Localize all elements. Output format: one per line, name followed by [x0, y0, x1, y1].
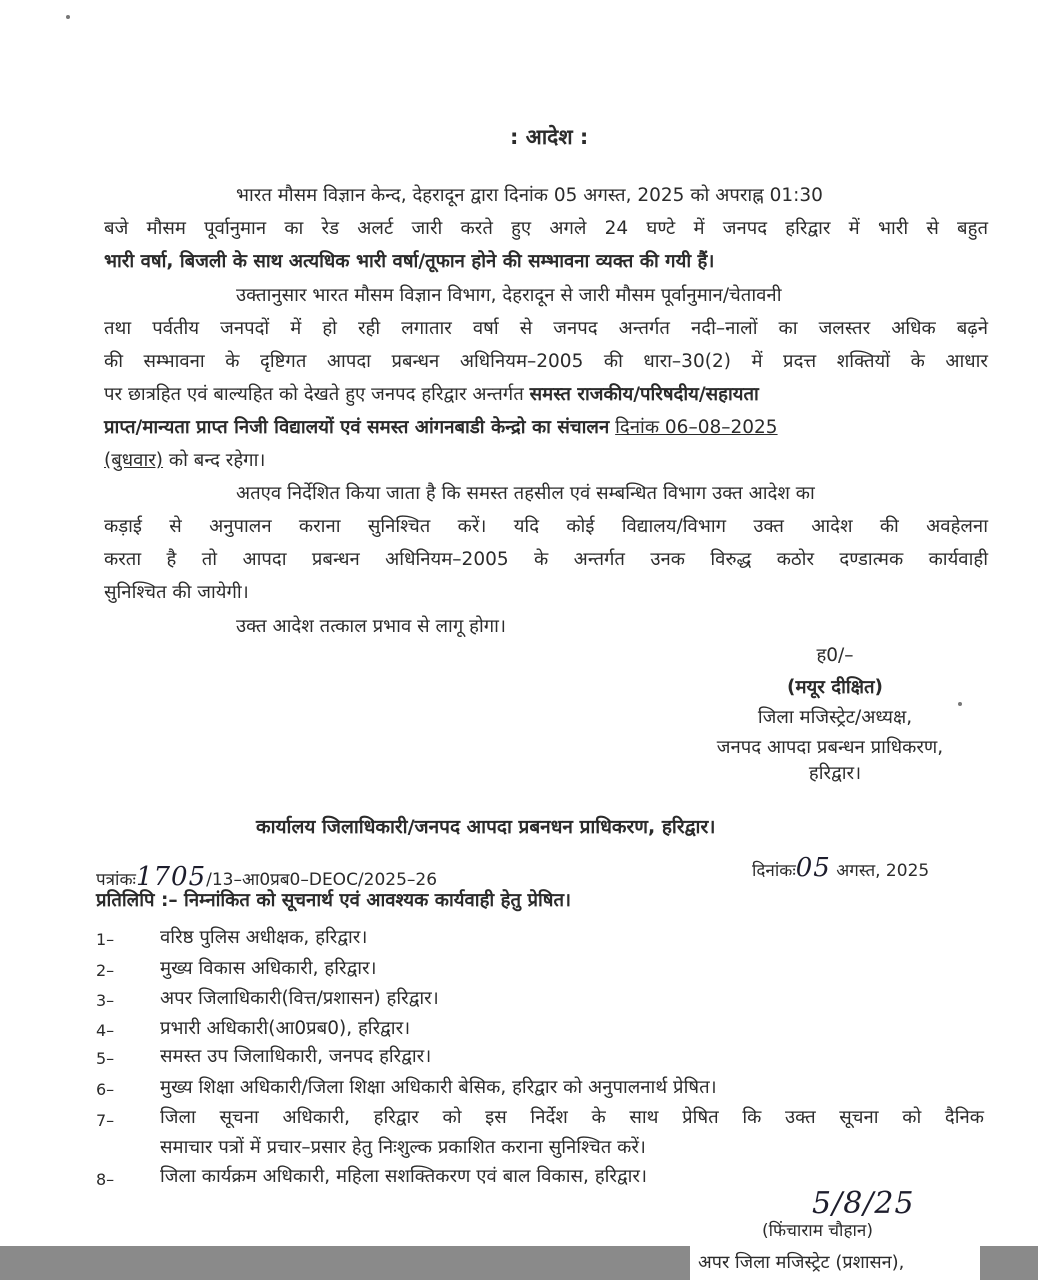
recipient-text: समस्त उप जिलाधिकारी, जनपद हरिद्वार। — [160, 1046, 432, 1067]
recipient-text: मुख्य विकास अधिकारी, हरिद्वार। — [160, 958, 377, 979]
para2-line1: उक्तानुसार भारत मौसम विज्ञान विभाग, देहरादून से जारी मौसम पूर्वानुमान/चेतावनी — [236, 285, 782, 306]
signatory-designation-2: जनपद आपदा प्रबन्धन प्राधिकरण, — [716, 737, 944, 758]
recipient-text: प्रभारी अधिकारी(आ0प्रब0), हरिद्वार। — [160, 1018, 411, 1039]
recipient-number: 1– — [96, 930, 115, 949]
para2-line6-rest: को बन्द रहेगा। — [163, 450, 266, 471]
para2-line2: तथा पर्वतीय जनपदों में हो रही लगातार वर्षा से जनपद अन्तर्गत नदी–नालों का जलस्तर अधिक बढ़ने — [104, 318, 988, 339]
para2-line5 — [104, 413, 778, 443]
para3-line1: अतएव निर्देशित किया जाता है कि समस्त तहसील एवं सम्बन्धित विभाग उक्त आदेश का — [236, 483, 815, 504]
signed-mark: ह0/– — [816, 645, 854, 666]
para2-line6 — [104, 446, 265, 476]
para4: उक्त आदेश तत्काल प्रभाव से लागू होगा। — [236, 616, 506, 637]
para2-line4 — [104, 380, 759, 410]
letter-number-handwritten: 1705 — [135, 862, 207, 892]
signatory-designation-1: जिला मजिस्ट्रेट/अध्यक्ष, — [757, 707, 913, 728]
order-heading: : आदेश : — [510, 125, 589, 149]
para2-line4-normal: पर छात्रहित एवं बाल्यहित को देखते हुए जनपद हरिद्वार अन्तर्गत — [104, 384, 524, 405]
letter-date — [752, 853, 929, 883]
second-signatory-name: (फिंचाराम चौहान) — [762, 1221, 873, 1241]
recipient-text: जिला सूचना अधिकारी, हरिद्वार को इस निर्देश के साथ प्रेषित कि उक्त सूचना को दैनिक — [160, 1107, 984, 1128]
handwritten-signature: 5/8/25 — [812, 1186, 915, 1221]
closure-day: (बुधवार) — [104, 450, 164, 471]
recipient-number: 8– — [96, 1170, 115, 1189]
recipient-text: वरिष्ठ पुलिस अधीक्षक, हरिद्वार। — [160, 927, 368, 948]
recipient-text-continued: समाचार पत्रों में प्रचार–प्रसार हेतु निःशुल्क प्रकाशित कराना सुनिश्चित करें। — [160, 1137, 646, 1158]
date-handwritten: 05 — [795, 853, 831, 883]
recipient-text: अपर जिलाधिकारी(वित्त/प्रशासन) हरिद्वार। — [160, 988, 439, 1009]
second-signatory-designation: अपर जिला मजिस्ट्रेट (प्रशासन), — [698, 1252, 905, 1273]
recipient-number: 4– — [96, 1021, 115, 1040]
recipient-text: जिला कार्यक्रम अधिकारी, महिला सशक्तिकरण एवं बाल विकास, हरिद्वार। — [160, 1166, 648, 1187]
recipient-number: 6– — [96, 1080, 115, 1099]
recipient-number: 7– — [96, 1111, 115, 1130]
letter-ref: /13–आ0प्रब0–DEOC/2025–26 — [206, 870, 438, 890]
para3-line2: कड़ाई से अनुपालन कराना सुनिश्चित करें। यदि कोई विद्यालय/विभाग उक्त आदेश की अवहेलना — [104, 516, 988, 537]
para2-line3: की सम्भावना के दृष्टिगत आपदा प्रबन्धन अधिनियम–2005 की धारा–30(2) में प्रदत्त शक्तियों के आधार — [104, 351, 988, 372]
date-rest: अगस्त, 2025 — [836, 861, 930, 881]
recipient-text: मुख्य शिक्षा अधिकारी/जिला शिक्षा अधिकारी बेसिक, हरिद्वार को अनुपालनार्थ प्रेषित। — [160, 1077, 717, 1098]
signatory-name: (मयूर दीक्षित) — [787, 677, 883, 698]
signatory-place: हरिद्वार। — [808, 763, 862, 784]
para3-line3: करता है तो आपदा प्रबन्धन अधिनियम–2005 के अन्तर्गत उनक विरुद्ध कठोर दण्डात्मक कार्यवाही — [104, 549, 988, 570]
speck — [66, 15, 70, 19]
office-title: कार्यालय जिलाधिकारी/जनपद आपदा प्रबनधन प्राधिकरण, हरिद्वार। — [256, 816, 716, 838]
para3-line4: सुनिश्चित की जायेगी। — [104, 582, 249, 603]
para2-line5-bold: प्राप्त/मान्यता प्राप्त निजी विद्यालयों एवं समस्त आंगनबाडी केन्द्रो का संचालन — [104, 417, 610, 438]
closure-date: दिनांक 06–08–2025 — [615, 417, 778, 438]
date-label: दिनांकः — [752, 861, 796, 881]
para1-line1: भारत मौसम विज्ञान केन्द, देहरादून द्वारा दिनांक 05 अगस्त, 2025 को अपराह्न 01:30 — [236, 185, 823, 206]
recipient-number: 2– — [96, 961, 115, 980]
letter-label: पत्रांकः — [96, 870, 136, 890]
para1-line3: भारी वर्षा, बिजली के साथ अत्यधिक भारी वर्षा/तूफान होने की सम्भावना व्यक्त की गयी हैं। — [104, 251, 715, 272]
recipient-number: 5– — [96, 1049, 115, 1068]
copy-intro: प्रतिलिपि :– निम्नांकित को सूचनार्थ एवं आवश्यक कार्यवाही हेतु प्रेषित। — [96, 890, 572, 911]
recipient-number: 3– — [96, 991, 115, 1010]
para2-line4-bold: समस्त राजकीय/परिषदीय/सहायता — [529, 384, 759, 405]
para1-line2: बजे मौसम पूर्वानुमान का रेड अलर्ट जारी करते हुए अगले 24 घण्टे में जनपद हरिद्वार में भारी से बहुत — [104, 218, 988, 239]
